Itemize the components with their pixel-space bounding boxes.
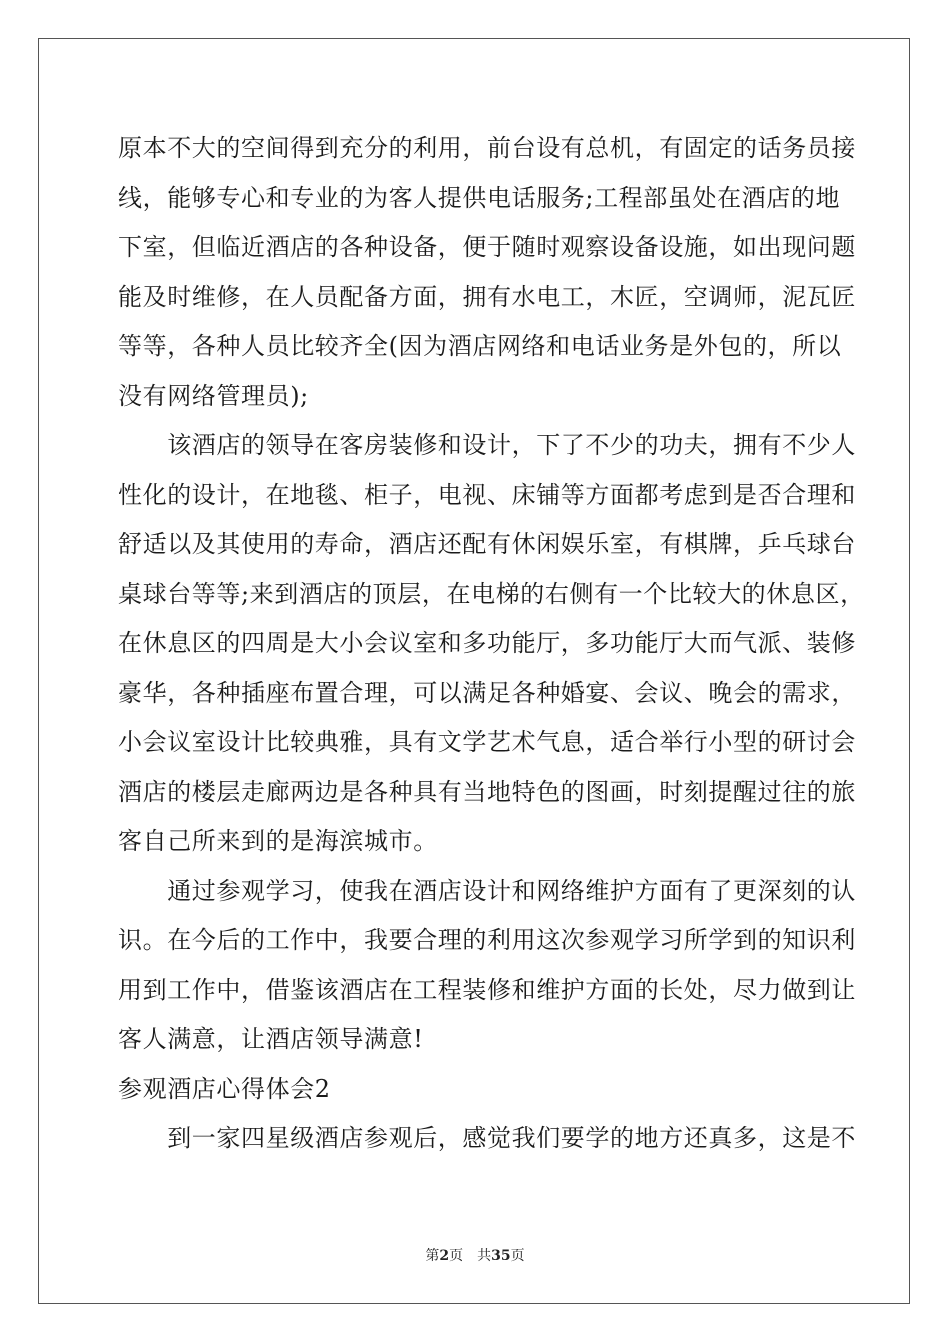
text-line: 到一家四星级酒店参观后，感觉我们要学的地方还真多，这是不 (118, 1124, 856, 1152)
text-line: 没有网络管理员); (118, 381, 309, 410)
text-line: 下室，但临近酒店的各种设备，便于随时观察设备设施，如出现问题 (118, 233, 856, 261)
text-line: 能及时维修，在人员配备方面，拥有水电工，木匠，空调师，泥瓦匠 (118, 282, 856, 311)
footer-page-current: 2 (439, 1248, 450, 1264)
text-line: 用到工作中，借鉴该酒店在工程装修和维护方面的长处，尽力做到让 (118, 975, 856, 1004)
text-line: 线，能够专心和专业的为客人提供电话服务;工程部虽处在酒店的地 (118, 183, 841, 212)
text-line: 客人满意，让酒店领导满意! (118, 1025, 424, 1053)
section-heading: 参观酒店心得体会2 (118, 1074, 331, 1103)
text-line: 通过参观学习，使我在酒店设计和网络维护方面有了更深刻的认 (118, 876, 856, 905)
text-line: 识。在今后的工作中，我要合理的利用这次参观学习所学到的知识利 (118, 926, 856, 954)
footer-page-mid: 页 共 (449, 1248, 492, 1264)
text-line: 舒适以及其使用的寿命，酒店还配有休闲娱乐室，有棋牌，乒乓球台 (118, 530, 856, 558)
text-line: 豪华，各种插座布置合理，可以满足各种婚宴、会议、晚会的需求， (118, 678, 856, 707)
text-line: 该酒店的领导在客房装修和设计，下了不少的功夫，拥有不少人 (118, 431, 856, 459)
footer-page-suffix: 页 (510, 1248, 525, 1264)
footer-page-total: 35 (491, 1248, 511, 1264)
footer-page-prefix: 第 (425, 1248, 440, 1264)
text-line: 原本不大的空间得到充分的利用，前台设有总机，有固定的话务员接 (118, 134, 856, 162)
text-line: 酒店的楼层走廊两边是各种具有当地特色的图画，时刻提醒过往的旅 (118, 777, 856, 806)
text-line: 在休息区的四周是大小会议室和多功能厅，多功能厅大而气派、装修 (118, 629, 856, 657)
text-line: 性化的设计，在地毯、柜子，电视、床铺等方面都考虑到是否合理和 (118, 480, 856, 509)
page-footer (0, 1245, 950, 1265)
text-line: 等等，各种人员比较齐全(因为酒店网络和电话业务是外包的，所以 (118, 332, 842, 360)
text-line: 小会议室设计比较典雅，具有文学艺术气息，适合举行小型的研讨会 (118, 728, 856, 756)
text-line: 桌球台等等;来到酒店的顶层，在电梯的右侧有一个比较大的休息区， (118, 579, 865, 608)
text-line: 客自己所来到的是海滨城市。 (118, 827, 438, 855)
